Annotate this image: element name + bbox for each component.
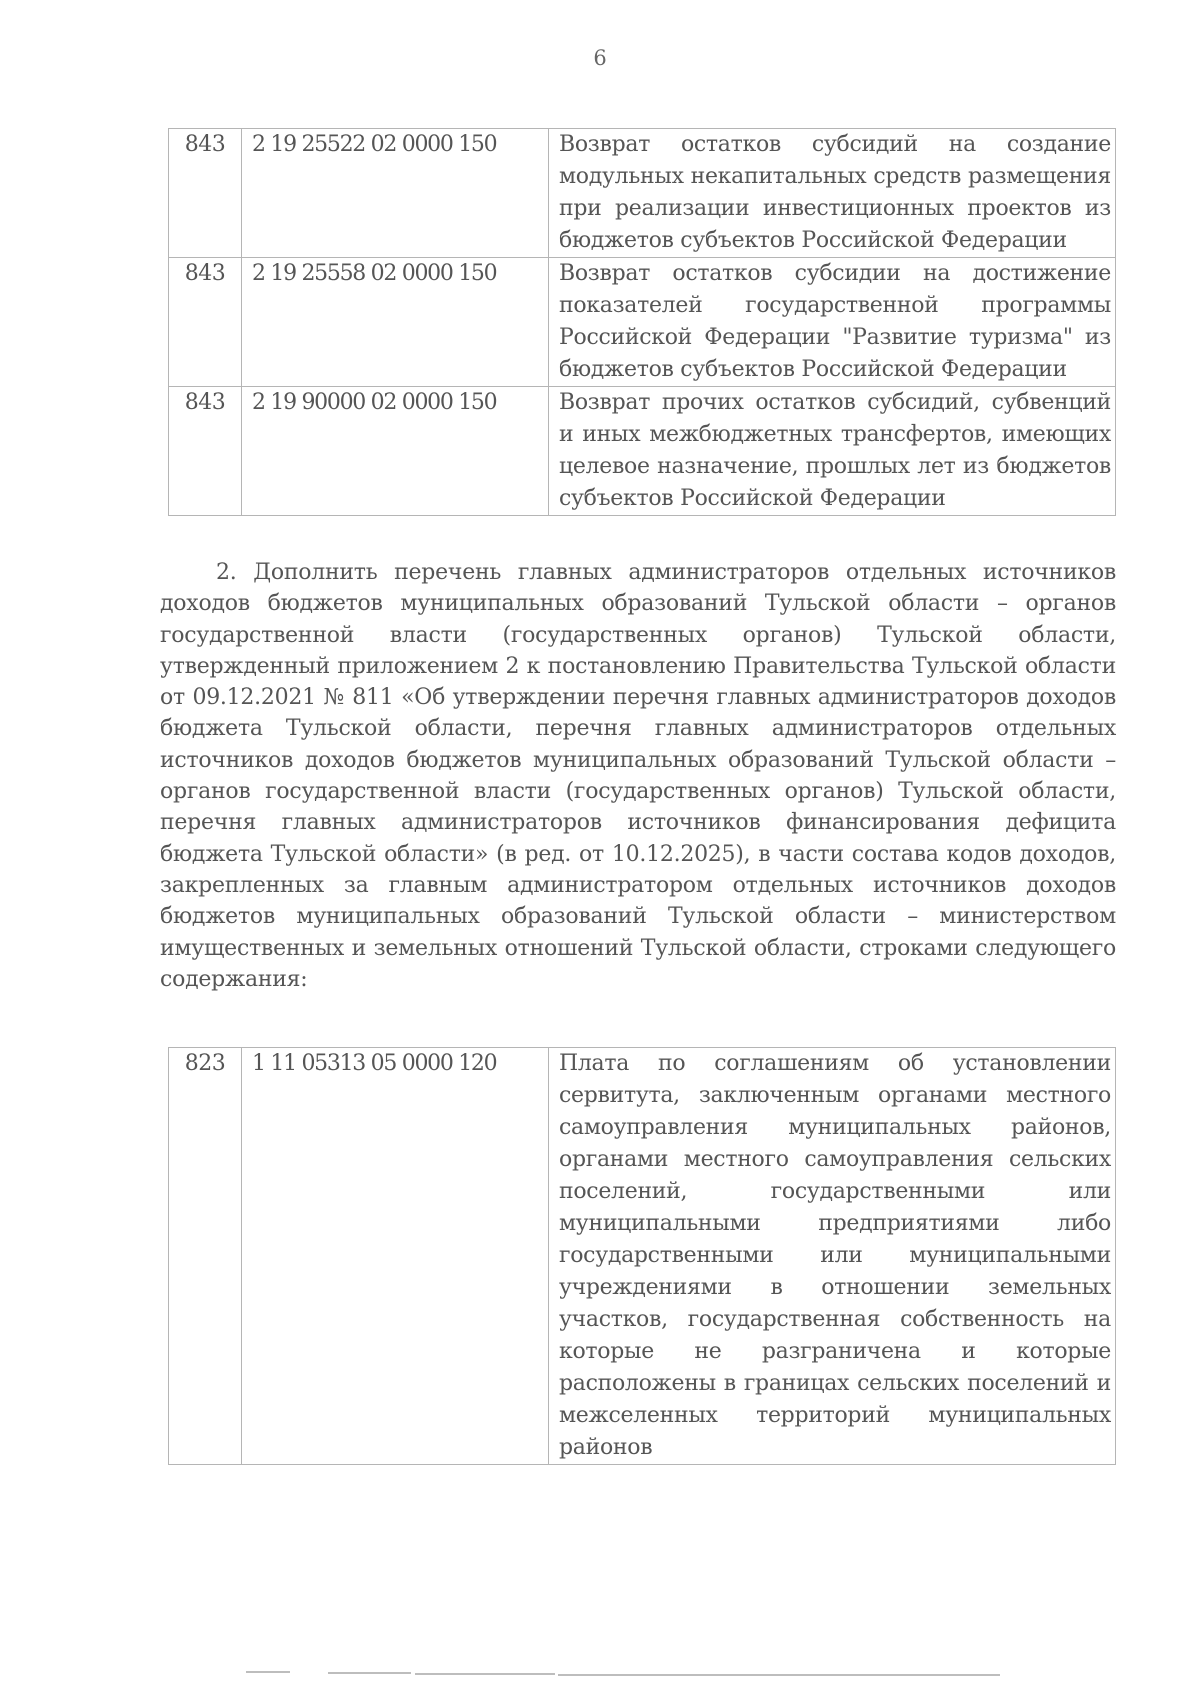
description-cell: Возврат остатков субсидии на достижение показателей государственной программы Российской Федерации "Развитие туризма" из бюджетов субъектов Российской Федерации: [549, 258, 1116, 387]
admin-code-cell: 843: [169, 129, 242, 258]
kbk-code-cell: 2 19 90000 02 0000 150: [242, 387, 549, 516]
admin-code-cell: 823: [169, 1048, 242, 1465]
table-row: [169, 129, 1116, 258]
kbk-code-cell: 2 19 25522 02 0000 150: [242, 129, 549, 258]
footer-divider: [558, 1674, 1000, 1676]
admin-code-cell: 843: [169, 258, 242, 387]
table-row: [169, 258, 1116, 387]
footer-divider: [328, 1672, 411, 1674]
table-row: [169, 1048, 1116, 1465]
revenue-codes-table-823: [168, 1047, 1116, 1465]
description-cell: Возврат прочих остатков субсидий, субвенций и иных межбюджетных трансфертов, имеющих целевое назначение, прошлых лет из бюджетов субъектов Российской Федерации: [549, 387, 1116, 516]
kbk-code-cell: 1 11 05313 05 0000 120: [242, 1048, 549, 1465]
footer-divider: [246, 1671, 290, 1673]
description-cell: Плата по соглашениям об установлении сервитута, заключенным органами местного самоуправления муниципальных районов, органами местного самоуправления сельских поселений, государственными или муниципальными предприятиями либо государственными или муниципальными учреждениями в отношении земельных участков, государственная собственность на которые не разграничена и которые расположены в границах сельских поселений и межселенных территорий муниципальных районов: [549, 1048, 1116, 1465]
admin-code-cell: 843: [169, 387, 242, 516]
footer-scan-lines: [0, 1671, 1200, 1675]
table-row: [169, 387, 1116, 516]
amendment-paragraph-2: 2. Дополнить перечень главных администраторов отдельных источников доходов бюджетов муниципальных образований Тульской области – органов государственной власти (государственных органов) Тульской области, утвержденный приложением 2 к постановлению Правительства Тульской области от 09.12.2021 № 811 «Об утверждении перечня главных администраторов доходов бюджета Тульской области, перечня главных администраторов отдельных источников доходов бюджетов муниципальных образований Тульской области – органов государственной власти (государственных органов) Тульской области, перечня главных администраторов источников финансирования дефицита бюджета Тульской области» (в ред. от 10.12.2025), в части состава кодов доходов, закрепленных за главным администратором отдельных источников доходов бюджетов муниципальных образований Тульской области – министерством имущественных и земельных отношений Тульской области, строками следующего содержания:: [160, 560, 1116, 992]
kbk-code-cell: 2 19 25558 02 0000 150: [242, 258, 549, 387]
page-number: 6: [593, 46, 607, 70]
description-cell: Возврат остатков субсидий на создание модульных некапитальных средств размещения при реализации инвестиционных проектов из бюджетов субъектов Российской Федерации: [549, 129, 1116, 258]
footer-divider: [415, 1673, 555, 1675]
revenue-codes-table-843: [168, 128, 1116, 516]
